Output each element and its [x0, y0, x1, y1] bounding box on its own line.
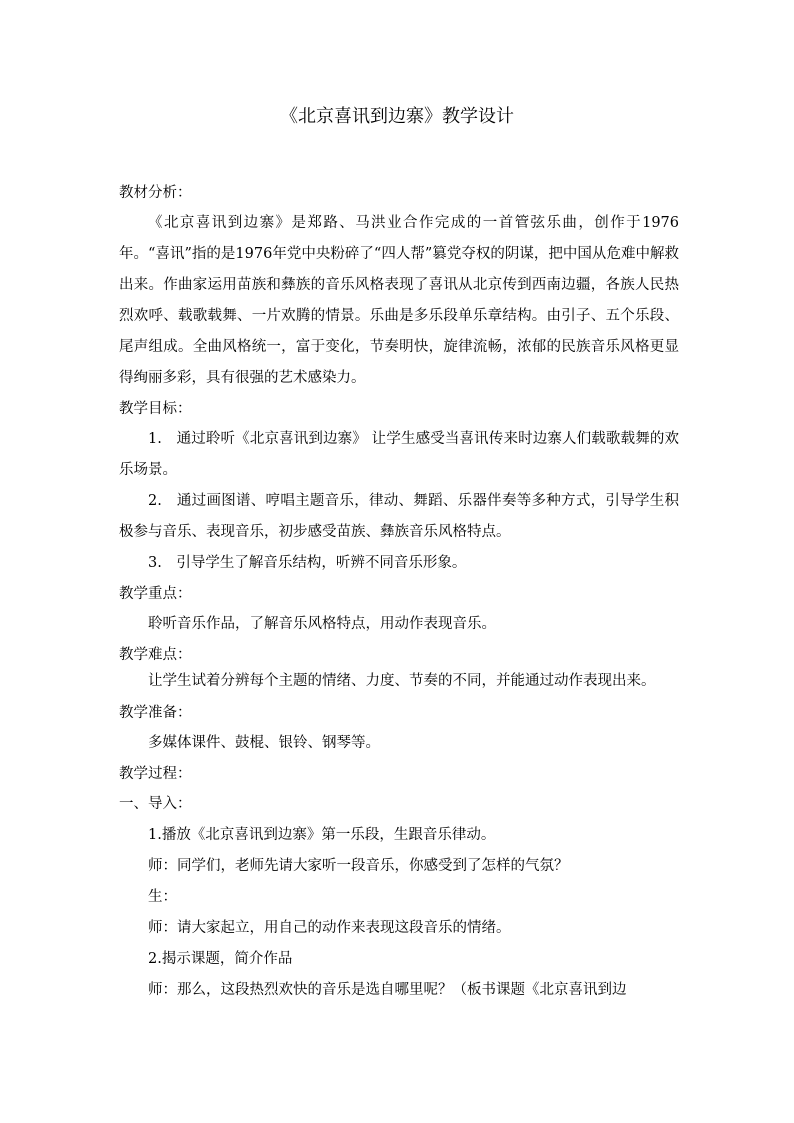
goals-heading: 教学目标：: [119, 401, 192, 417]
preparation-text: 多媒体课件、鼓棍、银铃、钢琴等。: [148, 735, 380, 751]
goal-item-3: 3. 引导学生了解音乐结构，听辨不同音乐形象。: [148, 555, 467, 571]
key-points-text: 聆听音乐作品，了解音乐风格特点，用动作表现音乐。: [148, 616, 496, 632]
difficulties-heading: 教学难点：: [119, 647, 192, 663]
process-line: 生：: [148, 889, 177, 905]
process-line: 1.播放《北京喜讯到边寨》第一乐段，生跟音乐律动。: [148, 827, 496, 843]
analysis-paragraph: 《北京喜讯到边寨》是郑路、马洪业合作完成的一首管弦乐曲，创作于1976年。“喜讯”指的是1976年党中央粉碎了“四人帮”篡党夺权的阴谋，把中国从危难中解救出来。作曲家运用苗族和彝族的音乐风格表现了喜讯从北京传到西南边疆，各族人民热烈欢呼、载歌载舞、一片欢腾的情景。乐曲是多乐段单乐章结构。由引子、五个乐段、尾声组成。全曲风格统一，富于变化，节奏明快，旋律流畅，浓郁的民族音乐风格更显得绚丽多彩，具有很强的艺术感染力。: [119, 215, 679, 386]
analysis-heading: 教材分析：: [119, 185, 192, 201]
difficulties-text: 让学生试着分辨每个主题的情绪、力度、节奏的不同，并能通过动作表现出来。: [148, 673, 656, 689]
process-line: 师：那么，这段热烈欢快的音乐是选自哪里呢？（板书课题《北京喜讯到边: [148, 982, 627, 998]
goal-item-2: 2. 通过画图谱、哼唱主题音乐，律动、舞蹈、乐器伴奏等多种方式，引导学生积极参与音乐、表现音乐，初步感受苗族、彝族音乐风格特点。: [119, 493, 679, 540]
key-points-heading: 教学重点：: [119, 586, 192, 602]
process-line: 师：请大家起立，用自己的动作来表现这段音乐的情绪。: [148, 920, 511, 936]
process-heading: 教学过程：: [119, 766, 192, 782]
document-title: 《北京喜讯到边寨》教学设计: [280, 106, 514, 127]
document-body: [119, 178, 679, 1006]
preparation-heading: 教学准备：: [119, 705, 192, 721]
process-line: 师：同学们，老师先请大家听一段音乐，你感受到了怎样的气氛？: [148, 858, 569, 874]
goal-item-1: 1. 通过聆听《北京喜讯到边寨》 让学生感受当喜讯传来时边寨人们载歌载舞的欢乐场景。: [119, 431, 679, 478]
process-subheading: 一、导入：: [119, 796, 192, 812]
process-line: 2.揭示课题，简介作品: [148, 951, 293, 967]
